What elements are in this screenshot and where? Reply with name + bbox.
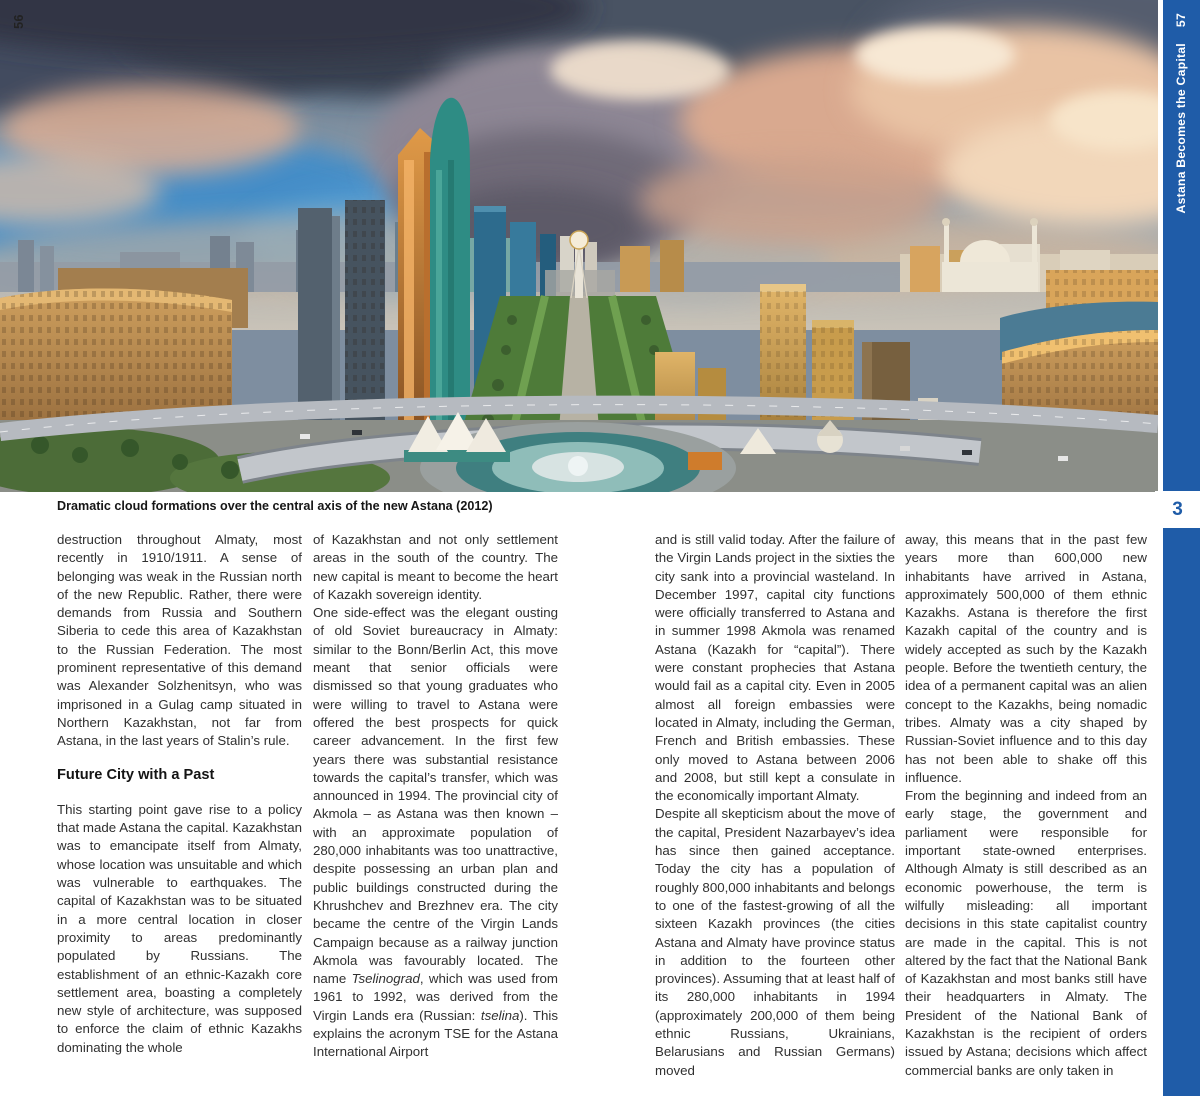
body-paragraph: This starting point gave rise to a policy that made Astana the capital. Kazakhstan was to emancipate itself from Almaty, whose location was unsuitable and which was vulnerable to earthquakes. The capital of Kazakhstan was to be situated in a more central location in closer proximity to areas predominantly populated by Russians. The establishment of an ethnic-Kazakh core settlement area, boasting a completely new style of architecture, was supposed to enforce the claim of ethnic Kazakhs dominating the whole bbox=[57, 801, 302, 1055]
body-paragraph: away, this means that in the past few years more than 600,000 new inhabitants have arrived in Astana, approximately 500,000 of them ethnic Kazakhs. Astana is therefore the first Kazakh capital of the country and is widely accepted as such by the Kazakh people. Before the twentieth century, the idea of a permanent capital was an alien concept to the Kazakhs, being nomadic tribes. Almaty was a city shaped by Russian-Soviet influence and to this day has not been able to shake off this influence. bbox=[905, 532, 1147, 785]
page-number-right: 57 bbox=[1174, 13, 1188, 28]
chapter-number-tab bbox=[1155, 491, 1200, 528]
text-column-1 bbox=[57, 531, 302, 1080]
photo-caption: Dramatic cloud formations over the central axis of the new Astana (2012) bbox=[57, 499, 493, 513]
text-column-4 bbox=[905, 531, 1147, 1080]
section-heading: Future City with a Past bbox=[57, 766, 215, 783]
body-paragraph: and is still valid today. After the failure of the Virgin Lands project in the sixties the city sank into a provincial wasteland. In December 1997, capital city functions were officially transferred to Astana and in summer 1998 Akmola was renamed Astana (Kazakh for “capital”). There were constant prophecies that Astana would fail as a capital city. Even in 2005 almost all foreign embassies were located in Almaty, including the German, French and British embassies. These only moved to Astana between 2006 and 2008, but still kept a consulate in the economically important Almaty. bbox=[655, 532, 895, 804]
sidebar-chapter-title: Astana Becomes the Capital bbox=[1174, 43, 1188, 214]
body-paragraph: One side-effect was the elegant ousting of old Soviet bureaucracy in Almaty: similar to the Bonn/Berlin Act, this move meant that senior officials were dismissed so that young graduates who were willing to travel to Astana were offered the best prospects for quick career advancement. In the first few years there was substantial resistance towards the capital’s transfer, which was announced in 1994. The provincial city of Akmola – as Astana was then known – with an approximate population of 280,000 inhabitants was too unattractive, despite possessing an urban plan and public buildings constructed during the Khrushchev and Brezhnev era. The city became the centre of the Virgin Lands Campaign because as a railway junction Akmola was favourably located. The name Tselinograd, which was used from 1961 to 1992, was derived from the Virgin Lands era (Russian: tselina). This explains the acronym TSE for the Astana International Airport bbox=[313, 605, 558, 1060]
page-number-left: 56 bbox=[12, 14, 26, 29]
chapter-number: 3 bbox=[1172, 498, 1183, 520]
sidebar-vertical-label bbox=[1163, 13, 1200, 213]
chapter-sidebar bbox=[1163, 0, 1200, 1096]
article-columns bbox=[57, 531, 1147, 1080]
body-paragraph: destruction throughout Almaty, most recently in 1910/1911. A sense of belonging was weak in the Russian north of the new Republic. Rather, there were demands from Russia and Southern Siberia to cede this area of Kazakhstan to the Russian Federation. The most prominent representative of this demand was Alexander Solzhenitsyn, who was imprisoned in a Gulag camp situated in Northern Kazakhstan, not far from Astana, in the last years of Stalin’s rule. bbox=[57, 532, 302, 749]
body-paragraph: From the beginning and indeed from an early stage, the government and parliament were responsible for important state-owned enterprises. Although Almaty is still described as an economic powerhouse, the term is wilfully misleading: all important decisions in this state capitalist country are made in the capital. This is not altered by the fact that the National Bank of Kazakhstan and most banks still have their headquarters in Almaty. The President of the National Bank of Kazakhstan is the recipient of orders issued by Astana; decisions which affect commercial banks are only taken in bbox=[905, 788, 1147, 1078]
astana-panorama-photo bbox=[0, 0, 1158, 492]
text-column-2 bbox=[313, 531, 558, 1080]
body-paragraph: Despite all skepticism about the move of the capital, President Nazarbayev’s idea has since then gained acceptance. Today the city has a population of roughly 800,000 inhabitants and belongs to one of the fastest-growing of all the sixteen Kazakh provinces (the cities Astana and Almaty have province status in addition to the fourteen other provinces). Assuming that at least half of its 280,000 inhabitants in 1994 (approximately 200,000 of them being ethnic Russians, Ukrainians, Belarusians and Russian Germans) moved bbox=[655, 806, 895, 1078]
astana-panorama-art bbox=[0, 0, 1158, 492]
body-paragraph: of Kazakhstan and not only settlement areas in the south of the country. The new capital is meant to become the heart of Kazakh sovereign identity. bbox=[313, 532, 558, 602]
text-column-3 bbox=[655, 531, 895, 1080]
